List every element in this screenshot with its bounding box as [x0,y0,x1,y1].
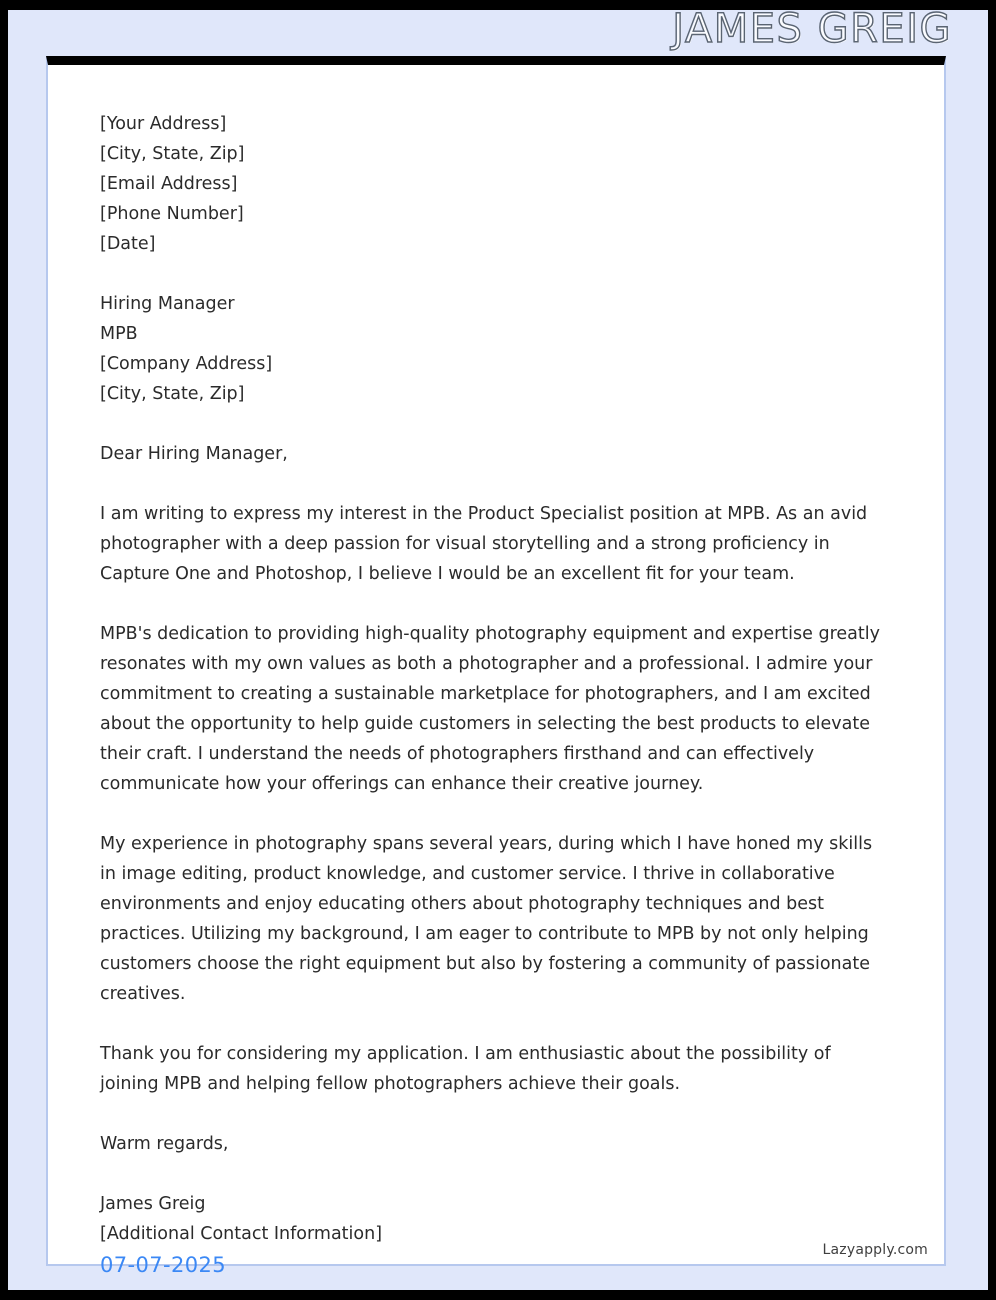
recipient-line: [Company Address] [100,354,273,374]
letter-sheet [46,56,946,1266]
signature-contact: [Additional Contact Information] [100,1224,383,1244]
body-paragraph-2: MPB's dedication to providing high-quality photography equipment and expertise greatly resonates with my own values as both a photographer and a professional. I admire your commitment to creating a sustainable marketplace for photographers, and I am excited about the opportunity to help guide customers in selecting the best products to elevate their craft. I understand the needs of photographers firsthand and can effectively communicate how your offerings can enhance their creative journey. [100,624,880,794]
sender-line: [Date] [100,234,156,254]
signature-block [100,1189,892,1249]
sender-line: [Email Address] [100,174,238,194]
sender-line: [Phone Number] [100,204,244,224]
recipient-address-block [100,289,892,409]
brand-watermark: Lazyapply.com [822,1242,928,1258]
sender-line: [City, State, Zip] [100,144,245,164]
salutation: Dear Hiring Manager, [100,444,288,464]
signature-name: James Greig [100,1194,206,1214]
recipient-line: [City, State, Zip] [100,384,245,404]
sender-address-block [100,109,892,259]
recipient-line: MPB [100,324,138,344]
letter-sheet-inner [48,65,944,1264]
closing-line: Warm regards, [100,1134,229,1154]
body-paragraph-4: Thank you for considering my application. I am enthusiastic about the possibility of joining MPB and helping fellow photographers achieve their goals. [100,1044,831,1094]
page-title: JAMES GREIG [672,6,952,52]
body-paragraph-3: My experience in photography spans several years, during which I have honed my skills in image editing, product knowledge, and customer service. I thrive in collaborative environments and enjoy educating others about photography techniques and best practices. Utilizing my background, I am eager to contribute to MPB by not only helping customers choose the right equipment but also by fostering a community of passionate creatives. [100,834,873,1004]
cover-letter-body [100,109,892,1249]
document-header [8,6,988,52]
body-paragraph-1: I am writing to express my interest in the Product Specialist position at MPB. As an avid photographer with a deep passion for visual storytelling and a strong proficiency in Capture One and Photoshop, I believe I would be an excellent fit for your team. [100,504,868,584]
sender-line: [Your Address] [100,114,227,134]
recipient-line: Hiring Manager [100,294,235,314]
document-date: 07-07-2025 [100,1253,227,1277]
